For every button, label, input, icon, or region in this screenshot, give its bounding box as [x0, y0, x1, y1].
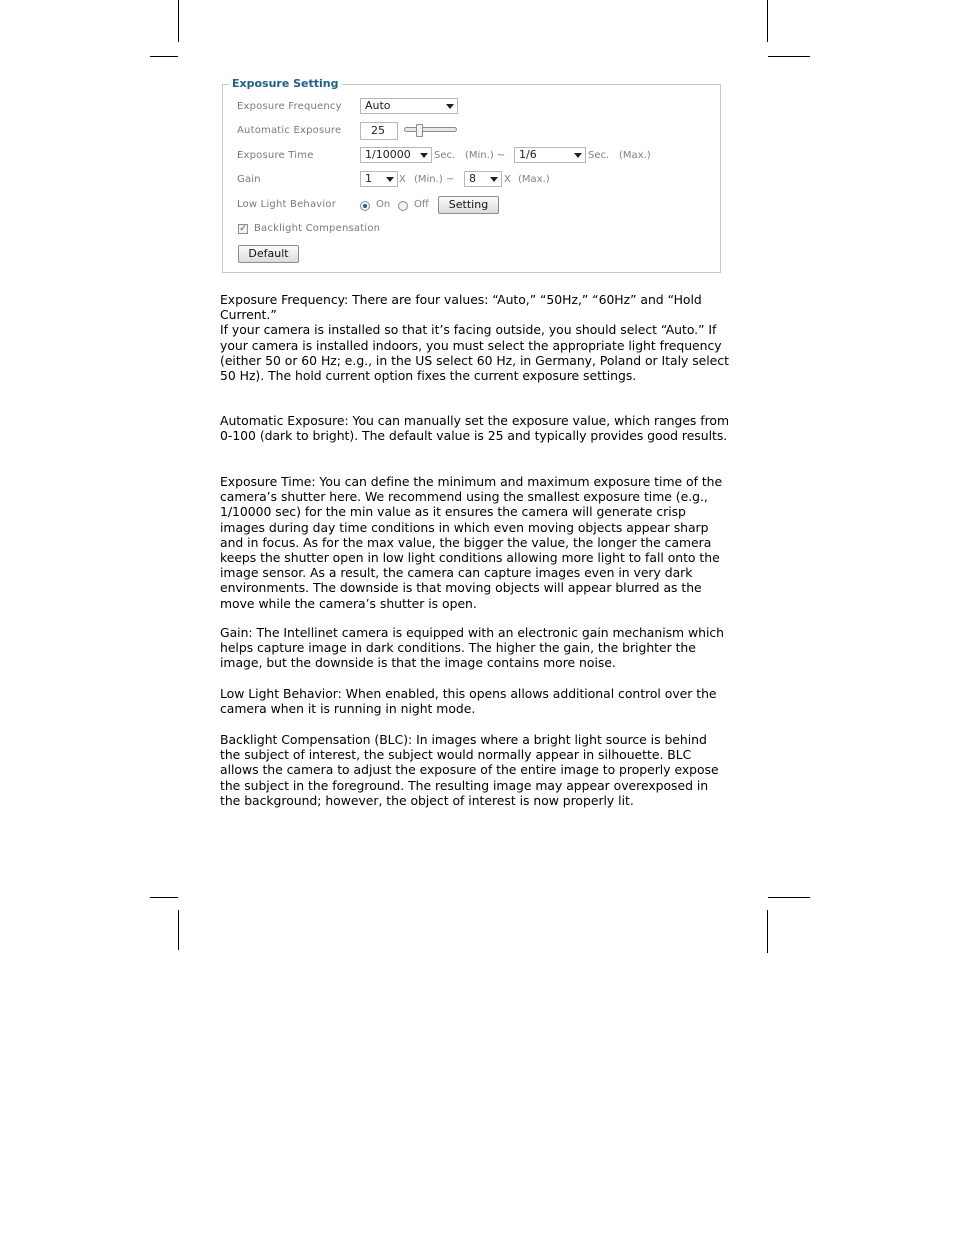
paragraph-exposure-time	[220, 474, 730, 611]
exposure-frequency-select[interactable]	[360, 98, 458, 114]
automatic-exposure-slider-thumb[interactable]	[416, 124, 423, 137]
low-light-on-label: On	[376, 199, 391, 210]
automatic-exposure-slider-track[interactable]	[404, 127, 457, 132]
gain-min-unit: X	[399, 174, 406, 185]
low-light-off-radio[interactable]	[398, 201, 408, 211]
paragraph-automatic-exposure	[220, 413, 730, 443]
crop-mark-top-right-vertical	[767, 0, 768, 42]
exposure-time-min-tag: (Min.) ~	[465, 150, 506, 161]
panel-legend: Exposure Setting	[229, 77, 342, 91]
automatic-exposure-input[interactable]: 25	[360, 122, 398, 140]
crop-mark-bottom-left-horizontal	[150, 897, 178, 898]
paragraph-line: Exposure Frequency: There are four values: “Auto,” “50Hz,” “60Hz” and “Hold Current.”	[220, 292, 702, 323]
low-light-off-label: Off	[414, 199, 429, 210]
gain-min-tag: (Min.) ~	[414, 174, 455, 185]
paragraph-line: Gain: The Intellinet camera is equipped with an electronic gain mechanism which helps capture image in dark conditions. The higher the gain, the brighter the image, but the downside is that the image contains more noise.	[220, 625, 725, 671]
crop-mark-top-right-horizontal	[768, 56, 810, 57]
chevron-down-icon	[446, 104, 454, 109]
chevron-down-icon	[574, 153, 582, 158]
exposure-time-max-tag: (Max.)	[619, 150, 651, 161]
paragraph-exposure-frequency	[220, 292, 730, 383]
exposure-time-max-unit: Sec.	[588, 150, 610, 161]
exposure-frequency-value: Auto	[365, 99, 391, 112]
gain-label: Gain	[237, 174, 261, 185]
crop-mark-bottom-right-vertical	[767, 910, 768, 953]
paragraph-gain	[220, 625, 730, 671]
exposure-frequency-label: Exposure Frequency	[237, 101, 342, 112]
crop-mark-bottom-right-horizontal	[768, 897, 810, 898]
default-button[interactable]: Default	[238, 245, 299, 263]
exposure-time-label: Exposure Time	[237, 150, 314, 161]
paragraph-line: If your camera is installed so that it’s facing outside, you should select “Auto.” If your camera is installed indoors, you must select the appropriate light frequency (either 50 or 60 Hz; e.g., in the US select 60 Hz, in Germany, Poland or Italy select 50 Hz). The hold current option fixes the current exposure settings.	[220, 322, 729, 384]
chevron-down-icon	[490, 177, 498, 182]
paragraph-line: Exposure Time: You can define the minimum and maximum exposure time of the camera’s shutter here. We recommend using the smallest exposure time (e.g., 1/10000 sec) for the min value as it ensures the camera will generate crisp images during day time conditions in which even moving objects appear sharp and in focus. As for the max value, the bigger the value, the longer the camera keeps the shutter open in low light conditions allowing more light to fall onto the image sensor. As a result, the camera can capture images even in very dark environments. The downside is that moving objects will appear blurred as the move while the camera’s shutter is open.	[220, 474, 723, 611]
exposure-time-min-value: 1/10000	[365, 148, 411, 161]
paragraph-low-light-behavior	[220, 686, 730, 716]
gain-max-value: 8	[469, 172, 476, 185]
gain-min-select[interactable]	[360, 171, 398, 187]
paragraph-backlight-compensation	[220, 732, 730, 808]
exposure-time-min-unit: Sec.	[434, 150, 456, 161]
backlight-compensation-checkbox[interactable]: ✓	[239, 224, 247, 234]
gain-min-value: 1	[365, 172, 372, 185]
gain-max-unit: X	[504, 174, 511, 185]
crop-mark-top-left-horizontal	[150, 56, 178, 57]
chevron-down-icon	[420, 153, 428, 158]
low-light-on-radio[interactable]	[360, 201, 370, 211]
crop-mark-bottom-left-vertical	[178, 910, 179, 950]
chevron-down-icon	[386, 177, 394, 182]
gain-max-tag: (Max.)	[518, 174, 550, 185]
paragraph-line: Automatic Exposure: You can manually set the exposure value, which ranges from 0-100 (dark to bright). The default value is 25 and typically provides good results.	[220, 413, 730, 444]
backlight-compensation-label: Backlight Compensation	[254, 223, 381, 234]
gain-max-select[interactable]	[464, 171, 502, 187]
paragraph-line: Low Light Behavior: When enabled, this opens allows additional control over the camera when it is running in night mode.	[220, 686, 717, 717]
exposure-time-min-select[interactable]	[360, 147, 432, 163]
crop-mark-top-left-vertical	[178, 0, 179, 42]
low-light-behavior-label: Low Light Behavior	[237, 199, 337, 210]
exposure-time-max-value: 1/6	[519, 148, 537, 161]
exposure-time-max-select[interactable]	[514, 147, 586, 163]
low-light-setting-button[interactable]: Setting	[438, 196, 499, 214]
paragraph-line: Backlight Compensation (BLC): In images where a bright light source is behind the subject of interest, the subject would normally appear in silhouette. BLC allows the camera to adjust the exposure of the entire image to properly expose the subject in the foreground. The resulting image may appear overexposed in the background; however, the object of interest is now properly lit.	[220, 732, 719, 808]
automatic-exposure-label: Automatic Exposure	[237, 125, 342, 136]
